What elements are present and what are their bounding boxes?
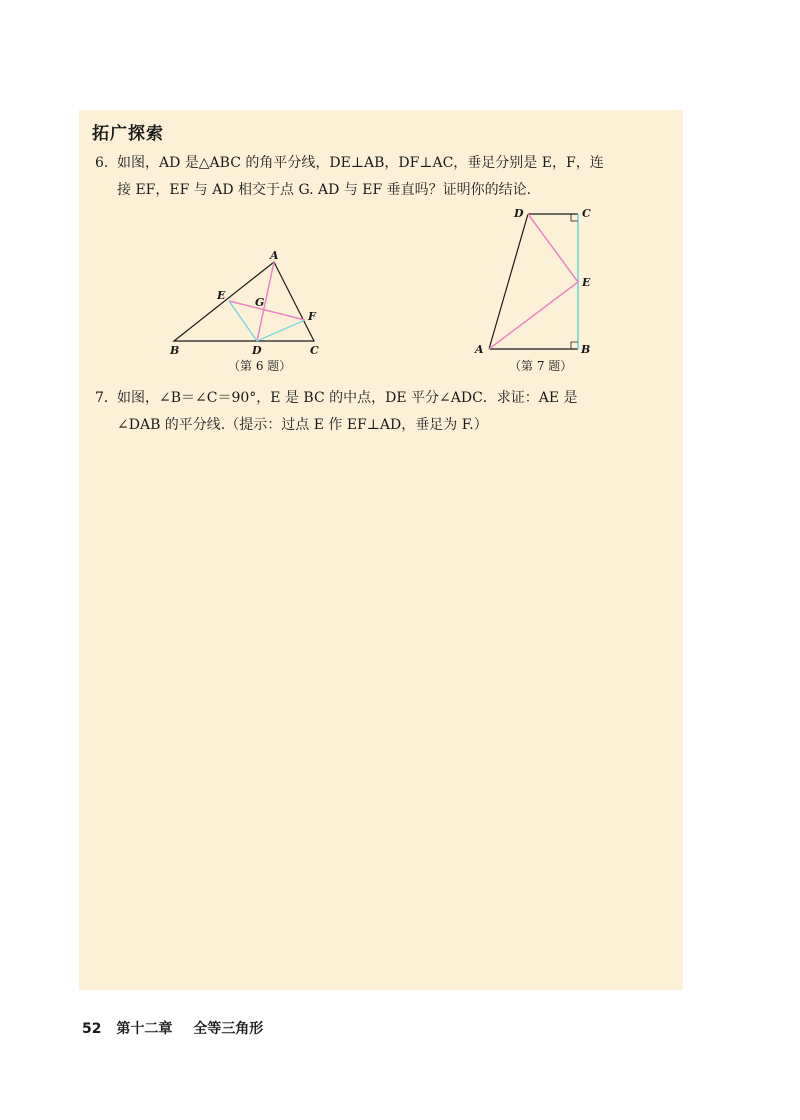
problem-text-line2: 接 EF，EF 与 AD 相交于点 G. AD 与 EF 垂直吗？证明你的结论.	[117, 182, 532, 198]
label-b: B	[170, 344, 180, 357]
label-d: D	[252, 344, 262, 357]
label-b: B	[581, 343, 591, 356]
problem-7	[95, 385, 675, 439]
label-a: A	[475, 343, 484, 356]
segment-ae	[489, 282, 578, 349]
figure-6	[160, 245, 330, 360]
label-a: A	[270, 249, 279, 262]
problem-6	[95, 150, 675, 204]
segment-da	[489, 214, 528, 349]
problem-text-line1: 如图，∠B＝∠C＝90°，E 是 BC 的中点，DE 平分∠ADC．求证：AE 是	[117, 390, 578, 406]
label-c: C	[582, 207, 591, 220]
right-angle-c	[571, 214, 578, 221]
label-e: E	[582, 276, 591, 289]
problem-text-line1: 如图，AD 是△ABC 的角平分线，DE⊥AB，DF⊥AC，垂足分别是 E，F，连	[117, 155, 604, 171]
figure-7-caption: （第 7 题）	[509, 359, 573, 373]
problem-text-line2: ∠DAB 的平分线.（提示：过点 E 作 EF⊥AD，垂足为 F.）	[117, 417, 488, 433]
figure-6-caption: （第 6 题）	[228, 359, 292, 373]
right-angle-b	[571, 342, 578, 349]
label-e: E	[217, 289, 226, 302]
label-d: D	[514, 207, 524, 220]
page-number: 52	[82, 1021, 102, 1037]
segment-de	[528, 214, 578, 282]
problem-number: 6.	[95, 155, 109, 171]
label-g: G	[255, 296, 265, 309]
section-title: 拓广探索	[92, 124, 164, 144]
segment-df	[257, 320, 305, 341]
triangle-abc	[174, 262, 314, 341]
chapter-title: 全等三角形	[193, 1021, 264, 1037]
page-footer	[82, 1018, 263, 1038]
figure-7	[470, 203, 600, 358]
label-f: F	[308, 310, 316, 323]
label-c: C	[310, 344, 319, 357]
problem-number: 7.	[95, 390, 109, 406]
chapter-label: 第十二章	[116, 1021, 173, 1037]
